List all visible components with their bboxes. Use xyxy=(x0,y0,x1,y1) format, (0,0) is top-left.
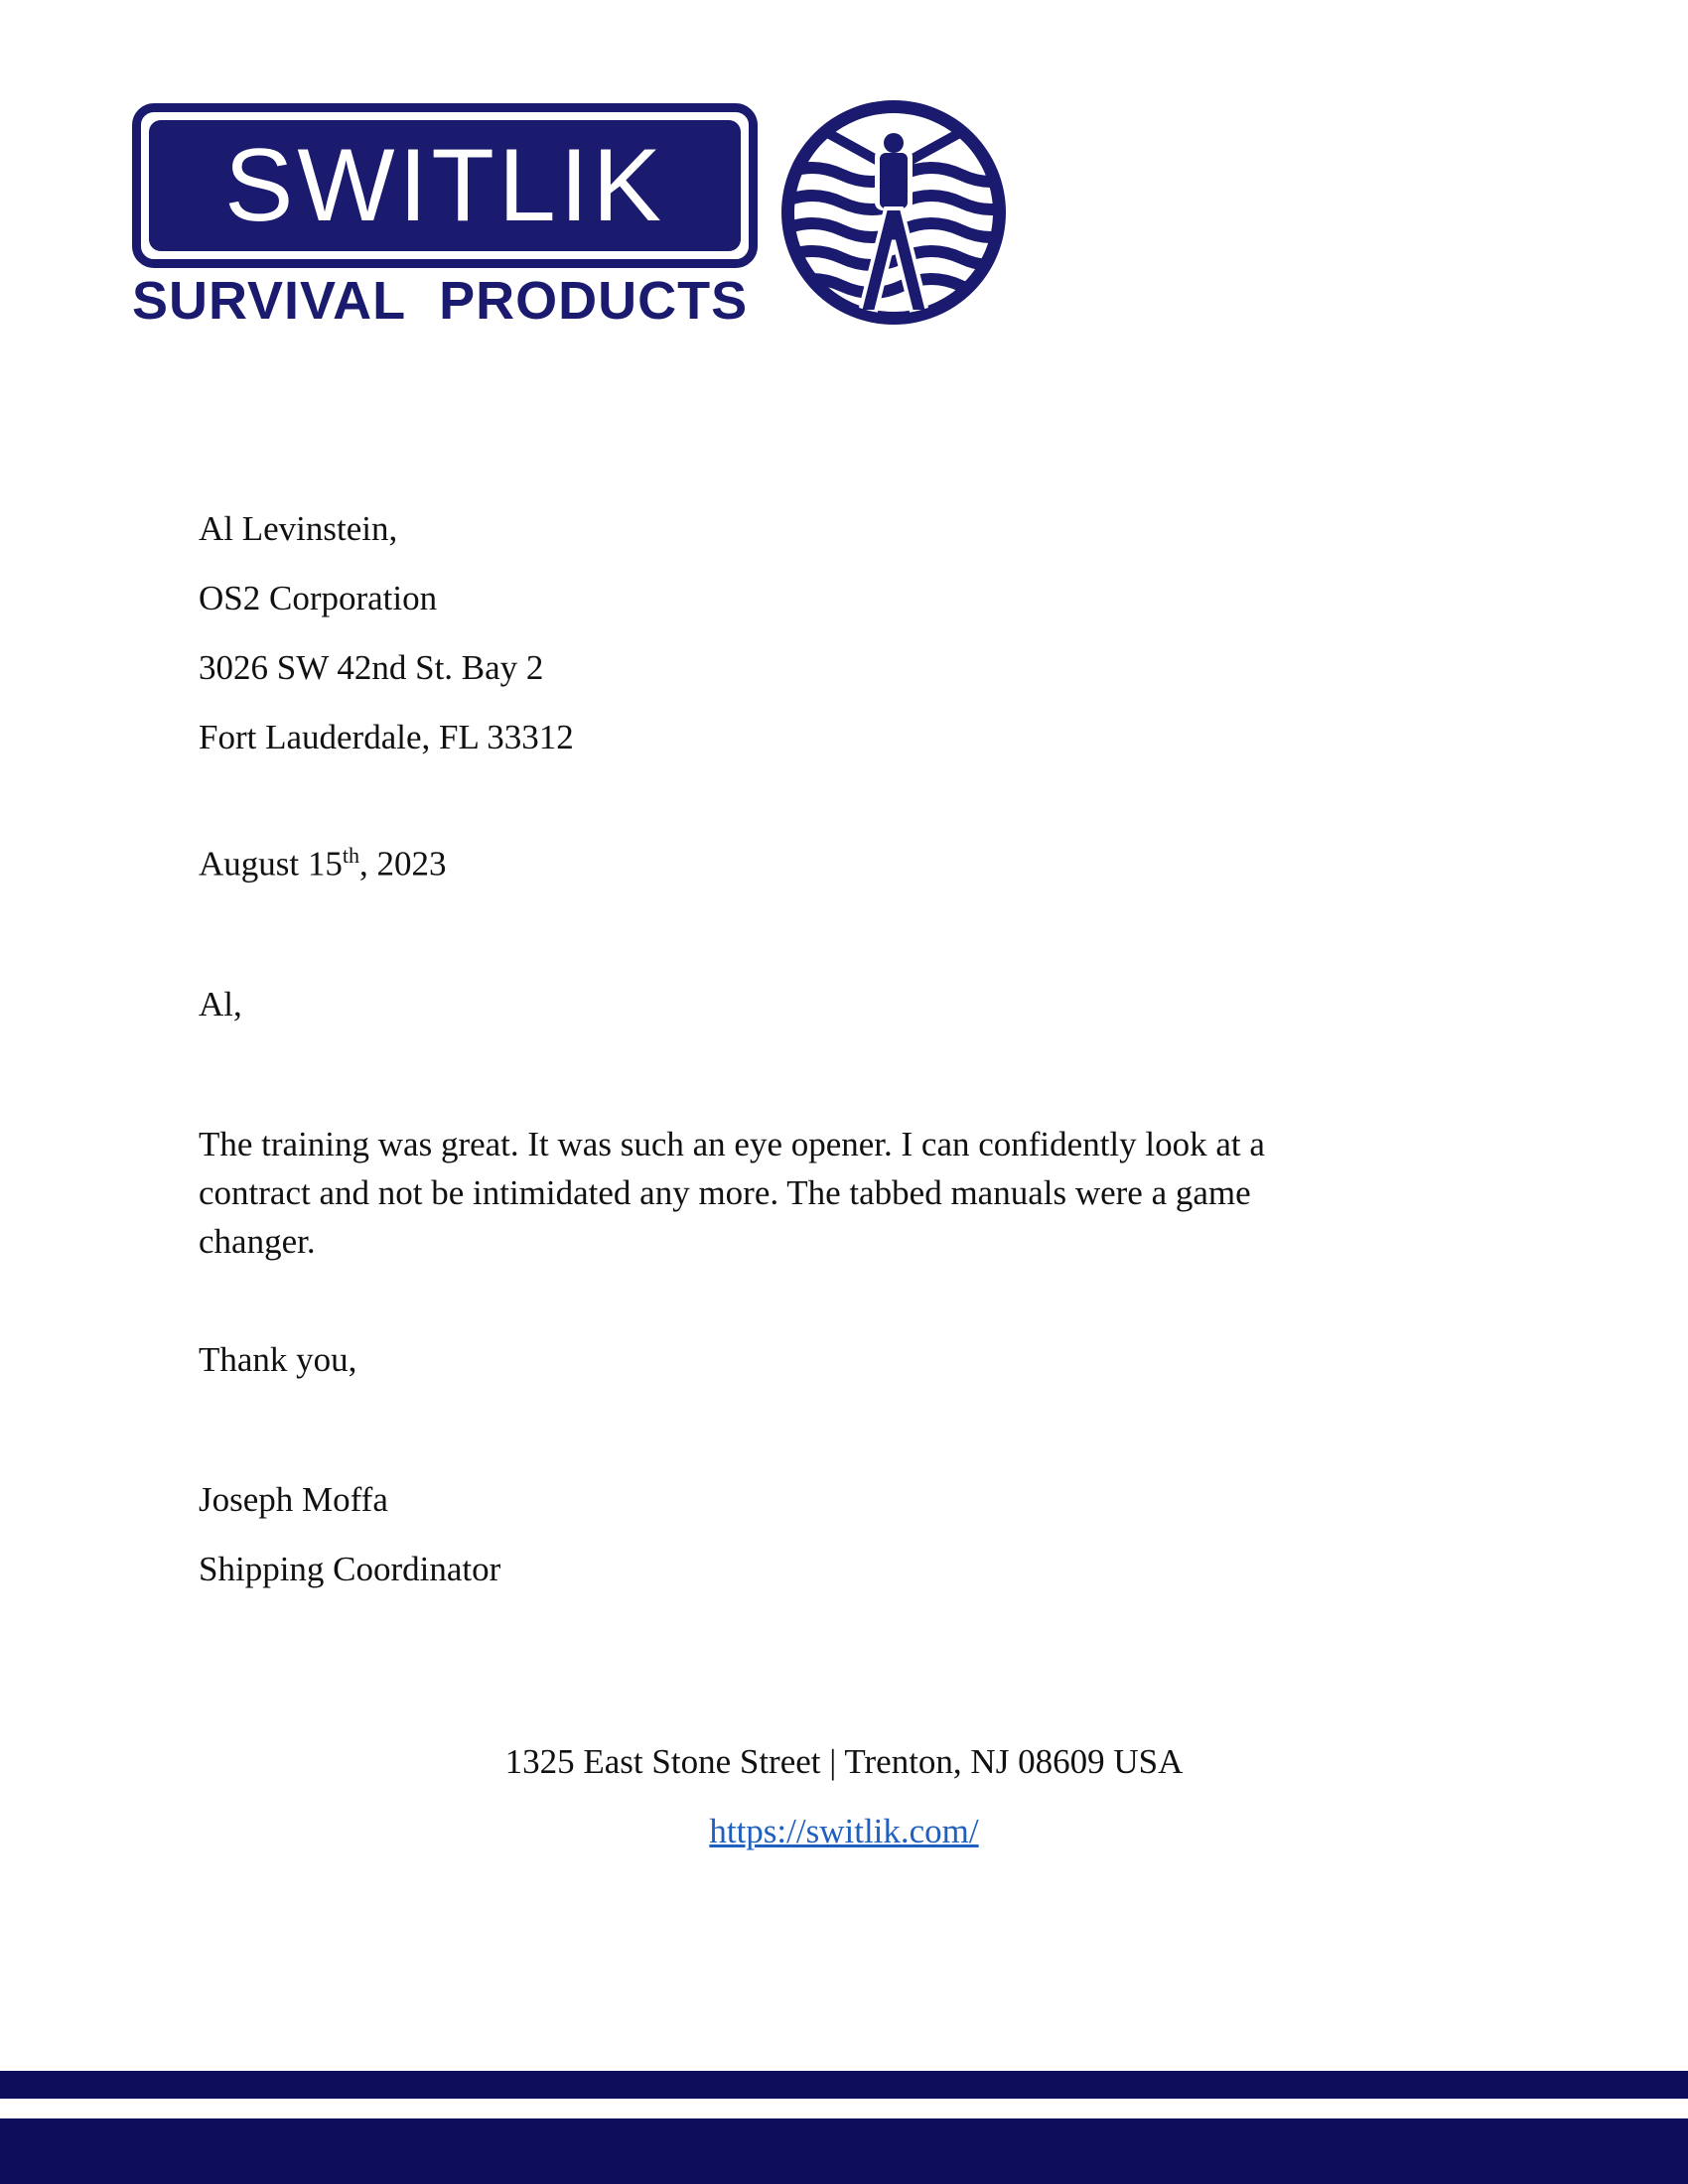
body-paragraph xyxy=(199,1120,1489,1266)
footer-band-thin xyxy=(0,2071,1688,2099)
signature-title: Shipping Coordinator xyxy=(199,1549,501,1588)
logo-wordmark: SWITLIK xyxy=(223,128,666,243)
body-line: contract and not be intimidated any more. The tabbed manuals were a game xyxy=(199,1172,1251,1212)
logo-wordmark-box xyxy=(132,103,758,268)
website-link[interactable]: https://switlik.com/ xyxy=(709,1812,979,1850)
date-rest: , 2023 xyxy=(359,844,447,884)
recipient-city: Fort Lauderdale, FL 33312 xyxy=(199,718,574,756)
footer-band-thick xyxy=(0,2118,1688,2184)
body-line: changer. xyxy=(199,1221,316,1261)
date-prefix: August 15 xyxy=(199,844,343,884)
date-suffix: th xyxy=(342,843,359,868)
logo-wordmark-fill xyxy=(149,120,741,251)
footer-address: 1325 East Stone Street | Trenton, NJ 08609 USA xyxy=(504,1742,1184,1781)
recipient-name: Al Levinstein, xyxy=(199,509,398,548)
letter-body xyxy=(199,504,1489,1614)
salutation: Al, xyxy=(199,984,242,1024)
logo-tagline: SURVIVAL PRODUCTS xyxy=(132,271,749,331)
recipient-company: OS2 Corporation xyxy=(199,579,438,617)
letter-date xyxy=(199,831,1489,888)
signature-name: Joseph Moffa xyxy=(199,1479,388,1519)
footer-url-line xyxy=(0,1807,1688,1855)
closing: Thank you, xyxy=(199,1339,357,1379)
switlik-emblem-icon xyxy=(773,91,1015,334)
body-line: The training was great. It was such an eye opener. I can confidently look at a xyxy=(199,1124,1265,1163)
recipient-street: 3026 SW 42nd St. Bay 2 xyxy=(199,648,544,687)
